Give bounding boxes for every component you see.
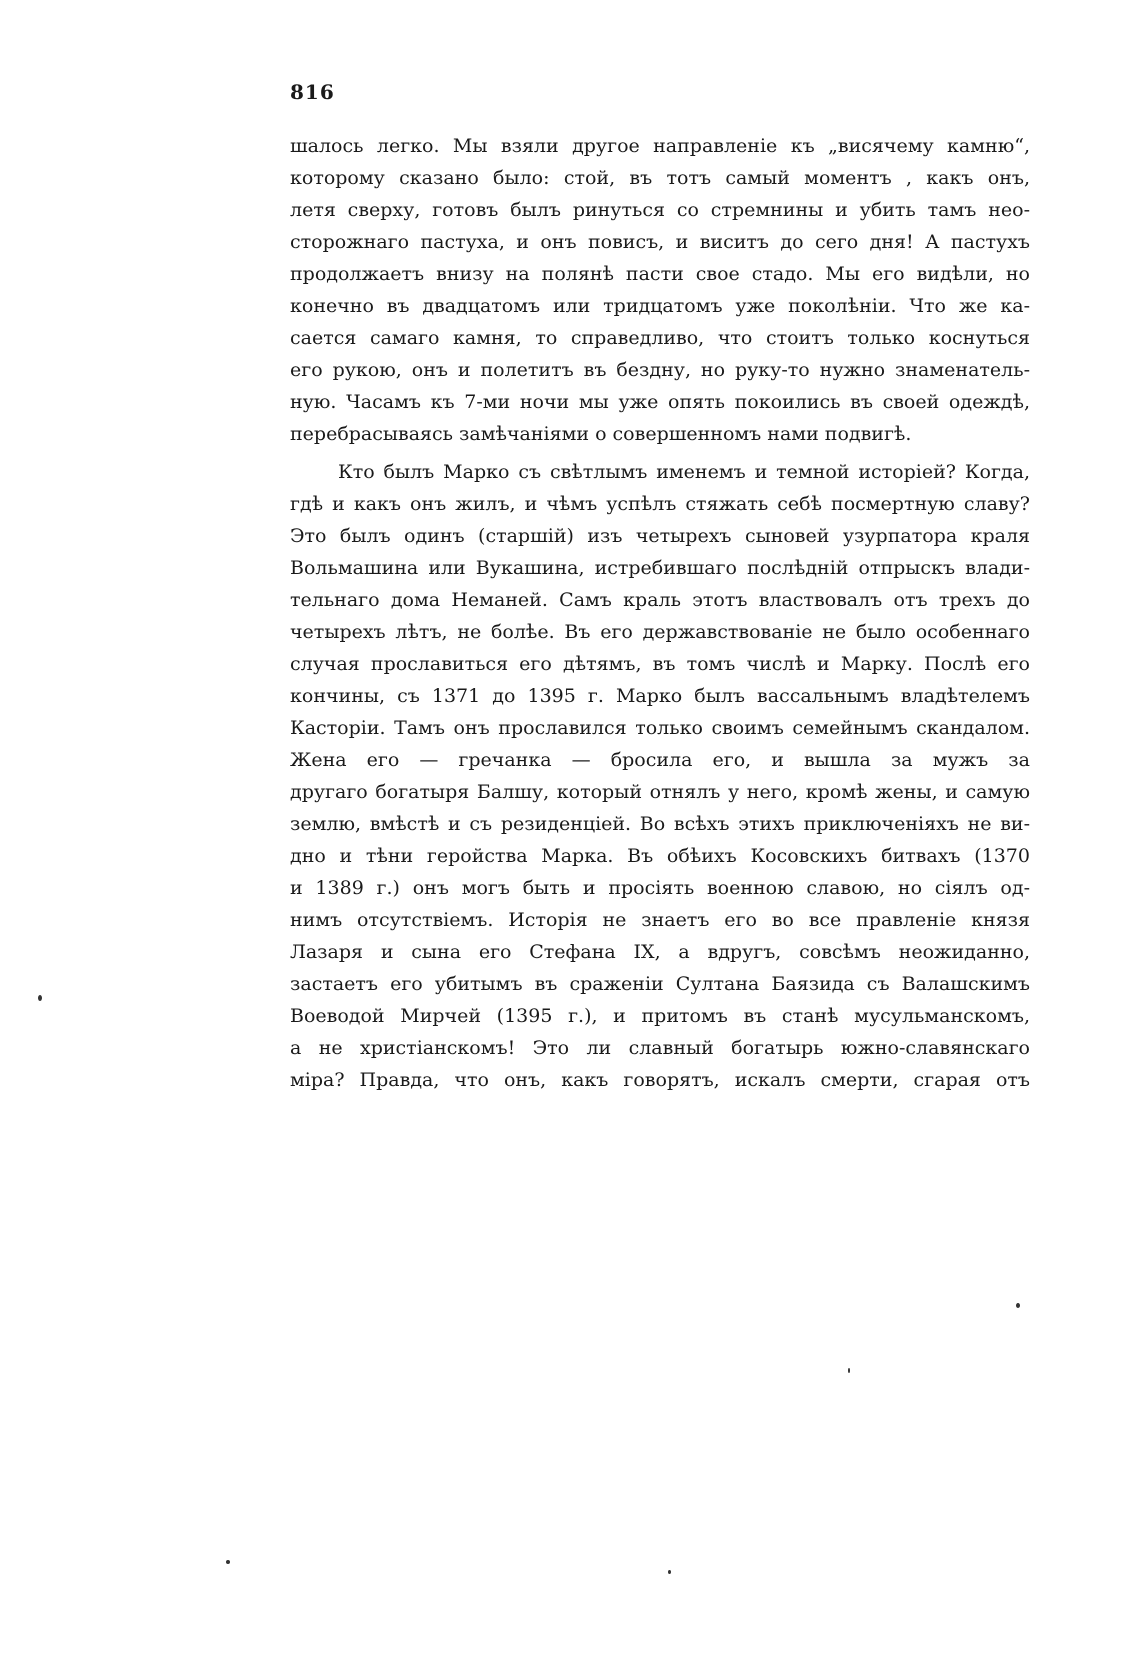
text-block <box>290 130 1030 1096</box>
paragraph <box>290 456 1030 1096</box>
text-line: другаго богатыря Балшу, который отнялъ у него, кромѣ жены, и самую <box>290 781 1030 803</box>
text-line: землю, вмѣстѣ и съ резиденціей. Во всѣхъ этихъ приключеніяхъ не ви- <box>290 813 1030 835</box>
scan-speck <box>38 995 42 1001</box>
text-line: гдѣ и какъ онъ жилъ, и чѣмъ успѣлъ стяжать себѣ посмертную славу? <box>290 493 1030 515</box>
text-line: Вольмашина или Вукашина, истребившаго послѣдній отпрыскъ влади- <box>290 557 1030 579</box>
text-line: Лазаря и сына его Стефана IX, а вдругъ, совсѣмъ неожиданно, <box>290 941 1030 963</box>
text-line: случая прославиться его дѣтямъ, въ томъ числѣ и Марку. Послѣ его <box>290 653 1030 675</box>
text-line: сторожнаго пастуха, и онъ повисъ, и виситъ до сего дня! А пастухъ <box>290 231 1030 253</box>
text-line: Жена его — гречанка — бросила его, и вышла за мужъ за <box>290 749 1030 771</box>
text-line: Кто былъ Марко съ свѣтлымъ именемъ и темной исторіей? Когда, <box>338 461 1030 483</box>
text-line: четырехъ лѣтъ, не болѣе. Въ его державствованіе не было особеннаго <box>290 621 1030 643</box>
text-line: Касторіи. Тамъ онъ прославился только своимъ семейнымъ скандалом. <box>290 717 1030 739</box>
text-line: тельнаго дома Неманей. Самъ краль этотъ властвовалъ отъ трехъ до <box>290 589 1030 611</box>
scan-speck <box>226 1560 230 1564</box>
scan-speck <box>848 1368 850 1373</box>
text-line: которому сказано было: стой, въ тотъ самый моментъ , какъ онъ, <box>290 167 1030 189</box>
text-line: застаетъ его убитымъ въ сраженіи Султана Баязида съ Валашскимъ <box>290 973 1030 995</box>
scan-speck <box>668 1570 671 1574</box>
text-line: кончины, съ 1371 до 1395 г. Марко былъ вассальнымъ владѣтелемъ <box>290 685 1030 707</box>
text-line: продолжаетъ внизу на полянѣ пасти свое стадо. Мы его видѣли, но <box>290 263 1030 285</box>
page-number: 816 <box>290 80 335 104</box>
scan-speck <box>1016 1303 1020 1308</box>
paragraph <box>290 130 1030 450</box>
text-line: Это былъ одинъ (старшій) изъ четырехъ сыновей узурпатора краля <box>290 525 1030 547</box>
text-line: дно и тѣни геройства Марка. Въ обѣихъ Косовскихъ битвахъ (1370 <box>290 845 1030 867</box>
text-line: сается самаго камня, то справедливо, что стоитъ только коснуться <box>290 327 1030 349</box>
text-line: перебрасываясь замѣчаніями о совершенномъ нами подвигѣ. <box>290 423 912 445</box>
text-line: міра? Правда, что онъ, какъ говорятъ, искалъ смерти, сгарая отъ <box>290 1069 1030 1091</box>
text-line: его рукою, онъ и полетитъ въ бездну, но руку-то нужно знаменатель- <box>290 359 1030 381</box>
text-line: Воеводой Мирчей (1395 г.), и притомъ въ станѣ мусульманскомъ, <box>290 1005 1030 1027</box>
text-line: шалось легко. Мы взяли другое направленіе къ „висячему камню“, <box>290 135 1030 157</box>
text-line: а не христіанскомъ! Это ли славный богатырь южно-славянскаго <box>290 1037 1030 1059</box>
text-line: нимъ отсутствіемъ. Исторія не знаетъ его во все правленіе князя <box>290 909 1030 931</box>
text-line: конечно въ двадцатомъ или тридцатомъ уже поколѣніи. Что же ка- <box>290 295 1030 317</box>
text-line: ную. Часамъ къ 7-ми ночи мы уже опять покоились въ своей одеждѣ, <box>290 391 1030 413</box>
text-line: и 1389 г.) онъ могъ быть и просіять военною славою, но сіялъ од- <box>290 877 1030 899</box>
text-line: летя сверху, готовъ былъ ринуться со стремнины и убить тамъ нео- <box>290 199 1030 221</box>
